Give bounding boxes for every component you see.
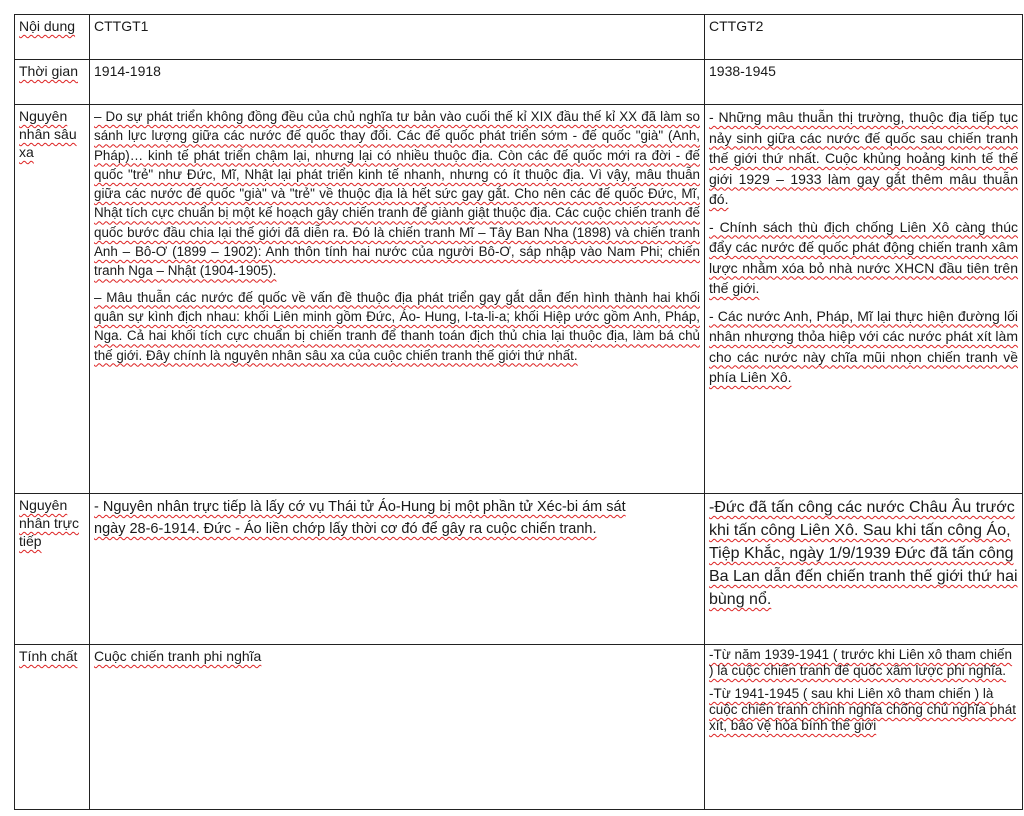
nature-ww2-paragraph-1: -Từ năm 1939-1941 ( trước khi Liên xô tham chiến ) là cuộc chiến tranh đế quốc xâm lược phi nghĩa. — [709, 647, 1013, 678]
deep-cause-ww2-paragraph-1: - Những mâu thuẫn thị trường, thuộc địa tiếp tục nảy sinh giữa các nước đế quốc sau chiến tranh thế giới thứ nhất. Cuộc khủng hoảng kinh tế thế giới 1929 – 1933 làm gay gắt thêm mâu thuẫn đó. — [709, 109, 1018, 207]
nature-ww2-paragraph-2: -Từ 1941-1945 ( sau khi Liên xô tham chiến ) là cuộc chiến tranh chính nghĩa chống chủ nghĩa phát xít, bảo vệ hòa bình thế giới — [709, 686, 1016, 733]
comparison-table — [14, 14, 1023, 810]
row-direct-cause-label: Nguyên nhân trực tiếp — [19, 497, 79, 549]
row-direct-cause-label-cell — [15, 494, 90, 645]
nature-ww1-text: Cuộc chiến tranh phi nghĩa — [94, 648, 262, 664]
header-col2: CTTGT2 — [709, 18, 764, 34]
row-time-label-cell — [15, 60, 90, 105]
row-deep-cause-label: Nguyên nhân sâu xa — [19, 108, 77, 160]
deep-cause-ww2-paragraph-2: - Chính sách thù địch chống Liên Xô càng thúc đẩy các nước đế quốc phát động chiến tranh xâm lược nhằm xóa bỏ nhà nước XHCN đầu tiên trên thế giới. — [709, 218, 1018, 296]
row-deep-cause — [15, 105, 1023, 494]
row-direct-cause — [15, 494, 1023, 645]
row-time-col1-text: 1914-1918 — [94, 63, 161, 79]
row-nature-col2-cell — [705, 645, 1023, 810]
table-header-row — [15, 15, 1023, 60]
header-label-cell — [15, 15, 90, 60]
header-col2-cell — [705, 15, 1023, 60]
header-col1: CTTGT1 — [94, 18, 149, 34]
deep-cause-ww1-paragraph-1: – Do sự phát triển không đồng đều của chủ nghĩa tư bản vào cuối thế kỉ XIX đầu thế kỉ XX đã làm so sánh lực lượng giữa các nước đế quốc thay đổi. Các đế quốc phát triển sớm - đế quốc "già" (Anh, Pháp)… kinh tế phát triển chậm lại, nhưng lại có nhiều thuộc địa. Còn các đế quốc mới ra đời - đế quốc "trẻ" như Đức, Mĩ, Nhật lại phát triển kinh tế nhanh, nhưng có ít thuộc địa. Vì vậy, mâu thuẫn giữa các nước đế quốc "già" và "trẻ" về thuộc địa là hết sức gay gắt. Cho nên các đế quốc Đức, Mĩ, Nhật tích cực chuẩn bị một kế hoạch gây chiến tranh để giành giật thuộc địa. Các cuộc chiến tranh đế quốc bước đầu chia lại thế giới đã diễn ra. Đó là chiến tranh Mĩ – Tây Ban Nha (1898) và chiến tranh Anh – Bô-Ơ (1899 – 1902): Anh thôn tính hai nước của người Bô-Ơ, sáp nhập vào Nam Phi; chiến tranh Nga – Nhật (1904-1905). — [94, 109, 700, 279]
row-nature-label: Tính chất — [19, 648, 78, 664]
row-nature — [15, 645, 1023, 810]
row-deep-cause-col1-cell — [90, 105, 705, 494]
row-time — [15, 60, 1023, 105]
row-time-col2-text: 1938-1945 — [709, 63, 776, 79]
row-nature-col1-cell — [90, 645, 705, 810]
header-label: Nội dung — [19, 18, 76, 34]
row-nature-label-cell — [15, 645, 90, 810]
row-time-label: Thời gian — [19, 63, 78, 79]
row-deep-cause-label-cell — [15, 105, 90, 494]
header-col1-cell — [90, 15, 705, 60]
deep-cause-ww1-paragraph-2: – Mâu thuẫn các nước đế quốc về vấn đề thuộc địa phát triển gay gắt dẫn đến hình thành hai khối quân sự kình địch nhau: khối Liên minh gồm Đức, Áo- Hung, I-ta-li-a; khối Hiệp ước gồm Anh, Pháp, Nga. Cả hai khối tích cực chuẩn bị chiến tranh để thanh toán địch thủ chia lại thuộc địa, làm bá chủ thế giới. Đây chính là nguyên nhân sâu xa của cuộc chiến tranh thế giới thứ nhất. — [94, 289, 700, 363]
row-time-col2-cell — [705, 60, 1023, 105]
deep-cause-ww2-paragraph-3: - Các nước Anh, Pháp, Mĩ lại thực hiện đường lối nhân nhượng thỏa hiệp với các nước phát xít làm cho các nước này chĩa mũi nhọn chiến tranh về phía Liên Xô. — [709, 307, 1018, 385]
direct-cause-ww2-text: -Đức đã tấn công các nước Châu Âu trước khi tấn công Liên Xô. Sau khi tấn công Áo, Tiệp Khắc, ngày 1/9/1939 Đức đã tấn công Ba Lan dẫn đến chiến tranh thế giới thứ hai bùng nổ. — [709, 499, 1018, 608]
row-deep-cause-col2-cell — [705, 105, 1023, 494]
row-direct-cause-col2-cell — [705, 494, 1023, 645]
row-direct-cause-col1-cell — [90, 494, 705, 645]
row-time-col1-cell — [90, 60, 705, 105]
direct-cause-ww1-text: - Nguyên nhân trực tiếp là lấy cớ vụ Thái tử Áo-Hung bị một phần tử Xéc-bi ám sát ngày 28-6-1914. Đức - Áo liền chớp lấy thời cơ đó để gây ra cuộc chiến tranh. — [94, 499, 626, 537]
